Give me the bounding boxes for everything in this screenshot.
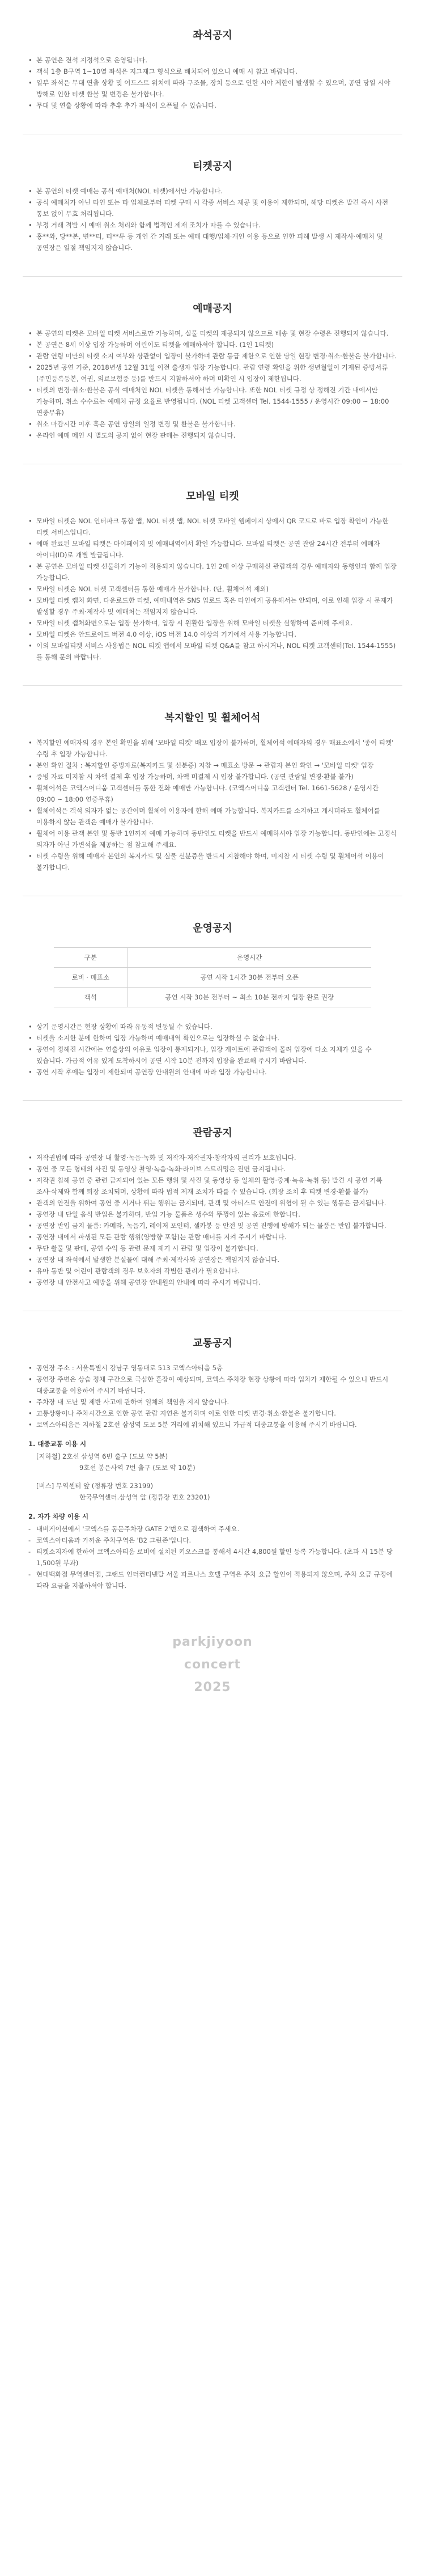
list-item: • 티켓의 변경·취소·환불은 공식 예매처인 NOL 티켓을 통해서만 가능합니다. 또한 NOL 티켓 규정 상 정해진 기간 내에서만 가능하며, 취소 수수료는 예매처 규정 요율로 반영됩니다. (NOL 티켓 고객센터 Tel. 1544-1555 / 운영시간 09:00 ~ 18:00 연중무휴) [28,384,397,418]
car-item: - 현대백화점 무역센터점, 그랜드 인터컨티넨탈 서울 파르나스 호텔 구역은 주차 요금 할인이 적용되지 않으며, 주차 요금 규정에 따라 요금을 지불하셔야 합니다. [28,1569,397,1591]
list-item: • 교통상황이나 주차시간으로 인한 공연 관람 지연은 불가하며 이로 인한 티켓 변경·취소·환불은 불가합니다. [28,1408,397,1419]
mobile-ticket-section [0,488,425,663]
table-cell: 공연 시작 30분 전부터 ~ 최소 10분 전까지 입장 완료 권장 [128,988,371,1007]
list-item: • 휠체어석은 객석 의자가 없는 공간이며 휠체어 이용자에 한해 예매 가능합니다. 복지카드를 소지하고 계시더라도 휠체어를 이용하지 않는 관객은 예매가 불가합니다. [28,805,397,828]
viewing-section [0,1125,425,1288]
public-transport-block [28,1438,397,1591]
list-item: • 공식 예매처가 아닌 타인 또는 타 업체로부터 티켓 구매 시 각종 서비스 제공 및 이용이 제한되며, 해당 티켓은 발견 즉시 사전 통보 없이 무효 처리됩니다. [28,197,397,219]
section-divider [23,276,402,277]
list-item: • 공연장 내에서 파생된 모든 관람 행위(양방향 포함)는 관람 매너를 지켜 주시기 바랍니다. [28,1231,397,1243]
list-item: • 증빙 자료 미지참 시 차액 결제 후 입장 가능하며, 차액 미결제 시 입장 불가합니다. (공연 관람일 변경·환불 불가) [28,771,397,782]
operation-section [0,920,425,1078]
table-header-row [54,948,371,968]
list-item: • 홍**와, 당**본, 변**티, 티**투 등 개인 간 거래 또는 예매 대행/업체·개인 이용 등으로 인한 피해 발생 시 제작사·예매처 및 공연장은 일절 책임지지 않습니다. [28,231,397,253]
list-item: • 저작권 침해 공연 중 관련 금지되어 있는 모든 행위 및 사진 및 동영상 등 일체의 활영·중계·녹음·녹취 등) 발견 시 공연 기록 조사·삭제와 함께 퇴장 조치되며, 상황에 따라 법적 제재 조치가 따를 수 있습니다. (회장 조치 후 티켓 변경·환불 불가) [28,1175,397,1197]
transport-section [0,1335,425,1591]
operation-list [28,1021,397,1078]
section-divider [23,685,402,686]
subway-alt-info: 9호선 봉은사역 7번 출구 (도보 약 10분) [79,1464,196,1472]
list-item: • 모바일 티켓은 NOL 티켓 고객센터를 통한 예매가 불가합니다. (단, 휠체어석 제외) [28,583,397,595]
operation-hours-table [54,947,371,1007]
logo-line: concert [184,1658,241,1672]
discount-title: 복지할인 및 휠체어석 [164,712,261,724]
list-item: • 2025년 공연 기준, 2018년생 12월 31일 이전 출생자 입장 가능합니다. 관람 연령 확인을 위한 생년월일이 기재된 증빙서류(주민등록등본, 여권, 의료보험증 등)를 반드시 지참하셔야 하며 미확인 시 입장이 제한됩니다. [28,362,397,384]
list-item: • 모바일 티켓 캡처화면으로는 입장 불가하며, 입장 시 원활한 입장을 위해 모바일 티켓을 실행하여 준비해 주세요. [28,617,397,629]
car-item: - 코엑스아티움과 가까운 주차구역은 'B2 그린존'입니다. [28,1535,397,1546]
list-item: • 티켓 수령을 위해 예매자 본인의 복지카드 및 실물 신분증을 반드시 지참해야 하며, 미지참 시 티켓 수령 및 휠체어석 이용이 불가합니다. [28,850,397,873]
list-item: • 모바일 티켓 캡처 화면, 다운로드한 티켓, 예매내역은 SNS 업로드 혹은 타인에게 공유해서는 안되며, 이로 인해 입장 시 문제가 발생할 경우 주최·제작사 및 예매처는 책임지지 않습니다. [28,595,397,617]
list-item: • 무대 및 연출 상황에 따라 추후 추가 좌석이 오픈될 수 있습니다. [28,100,397,111]
bus-info: [버스] 무역센터 앞 (정류장 번호 23199) [36,1482,154,1490]
list-item: • 본 공연은 8세 이상 입장 가능하며 어린이도 티켓을 예매하셔야 합니다. (1인 1티켓) [28,339,397,350]
list-item: • 휠체어석은 코액스어디움 고객센터를 통한 전화 예매만 가능합니다. (코엑스어디움 고객센터 Tel. 1661-5628 / 운영시간 09:00 ~ 18:00 연중무휴) [28,782,397,805]
transport-title: 교통공지 [193,1337,232,1349]
list-item: • 관람 연령 미만의 티켓 소지 여부와 상관없이 입장이 불가하며 관람 등급 제한으로 인한 당일 현장 변경·취소·환불은 불가합니다. [28,350,397,362]
logo-line: 2025 [194,1680,231,1694]
concert-logo [0,1631,425,1699]
list-item: • 본 공연은 전석 지정석으로 운영됩니다. [28,54,397,66]
list-item: • 모바일 티켓은 안드로이드 버전 4.0 이상, iOS 버전 14.0 이상의 기기에서 사용 가능합니다. [28,629,397,640]
list-item: • 본 공연은 모바일 티켓 선물하기 기능이 적용되지 않습니다. 1인 2매 이상 구매하신 관람객의 경우 예매자와 동행인과 함께 입장 가능합니다. [28,561,397,583]
seating-section [0,27,425,111]
mobile-ticket-list [28,515,397,663]
list-item: • 코엑스아티움은 지하철 2호선 삼성역 도보 5분 거리에 위치해 있으니 가급적 대중교통을 이용해 주시기 바랍니다. [28,1419,397,1430]
list-item: • 본 공연의 티켓 예매는 공식 예매처(NOL 티켓)에서만 가능합니다. [28,185,397,197]
list-item: • 저작권법에 따라 공연장 내 촬영·녹음·녹화 및 저작자·저작권자·창작자의 권리가 보호됩니다. [28,1152,397,1163]
bus-alt-info: 한국무역센터.삼성역 앞 (정류장 번호 23201) [79,1493,210,1501]
list-item: • 복지할인 예매자의 경우 본인 확인을 위해 '모바일 티켓' 배포 입장이 불가하며, 휠체어석 예매자의 경우 매표소에서 '종이 티켓' 수령 후 입장 가능합니다. [28,737,397,760]
list-item: • 공연장 주변은 상습 정체 구간으로 극심한 혼잡이 예상되며, 코엑스 주차장 현장 상황에 따라 입차가 제한될 수 있으니 반드시 대중교통을 이용하여 주시기 바랍니다. [28,1374,397,1396]
list-item: • 본 공연의 티켓은 모바일 티켓 서비스로만 가능하며, 실물 티켓의 재공되지 않으므로 배송 및 현장 수령은 진행되지 않습니다. [28,328,397,339]
list-item: • 공연장 주소 : 서울특별시 강남구 영동대로 513 코엑스아티움 5층 [28,1362,397,1374]
car-item: - 내비게이션에서 '코엑스를 동문주차장 GATE 2'번으로 검색하여 주세요. [28,1523,397,1535]
list-item: • 온라인 예매 메인 시 별도의 공지 없이 현장 판매는 진행되지 않습니다. [28,430,397,441]
list-item: • 휠체어 이용 관객 본인 및 동반 1인까지 예매 가능하며 동반인도 티켓을 반드시 예매하셔야 입장 가능합니다. 동반인에는 고정식 의자가 아닌 가변석을 제공하는 점 참고해 주세요. [28,828,397,850]
booking-title: 예매공지 [193,303,232,315]
list-item: • 객석 1층 B구역 1~10열 좌석은 지그재그 형식으로 배치되어 있으니 예매 시 참고 바랍니다. [28,66,397,77]
ticket-section [0,158,425,253]
booking-list [28,328,397,441]
table-cell: 로비 · 매표소 [54,968,128,988]
table-header-cell: 운영시간 [128,948,371,968]
seating-title: 좌석공지 [193,29,232,41]
ticket-list [28,185,397,253]
list-item: • 상기 운영시간은 현장 상황에 따라 유동적 변동될 수 있습니다. [28,1021,397,1032]
list-item: • 취소 마감시간 이후 혹은 공연 당일의 일정 변경 및 환불은 불가합니다. [28,418,397,430]
list-item: • 공연 중 모든 형태의 사진 및 동영상 촬영·녹음·녹화·라이브 스트리밍은 전면 금지됩니다. [28,1163,397,1175]
list-item: • 관객의 안전을 위하여 공연 중 서거나 뛰는 행위는 금지되며, 관객 및 아티스트 안전에 위협이 될 수 있는 행동은 금지됩니다. [28,1197,397,1209]
booking-section [0,300,425,441]
discount-list [28,737,397,873]
subway-info: [지하철] 2호선 삼성역 6번 출구 (도보 약 5분) [36,1452,168,1460]
public-transport-heading: 1. 대중교통 이용 시 [28,1440,87,1448]
car-item: - 티켓소지자에 한하여 코엑스아티움 로비에 설치된 키오스크를 통해서 4시간 4,800원 할인 등록 가능합니다. (초과 시 15분 당 1,500원 부과) [28,1546,397,1569]
car-heading: 2. 자가 차량 이용 시 [28,1512,89,1520]
operation-title: 운영공지 [193,922,232,934]
section-divider [23,1100,402,1101]
discount-section [0,710,425,873]
viewing-list [28,1152,397,1288]
viewing-title: 관람공지 [193,1127,232,1139]
list-item: • 본인 확인 절차 : 복지할인 증빙자료(복지카드 및 신분증) 지참 → 매표소 방문 → 관람자 본인 확인 → '모바일 티켓' 입장 [28,760,397,771]
table-cell: 객석 [54,988,128,1007]
list-item: • 모바일 티켓은 NOL 인터파크 통합 앱, NOL 티켓 앱, NOL 티켓 모바일 웹페이지 상에서 QR 코드로 바로 입장 확인이 가능한 티켓 서비스입니다. [28,515,397,538]
list-item: • 일부 좌석은 무대 연출 상황 및 어드스트 위치에 따라 구조물, 장치 등으로 인한 시야 제한이 발생할 수 있으며, 공연 당일 시야 방해로 인한 티켓 환불 및 변경은 불가합니다. [28,77,397,100]
list-item: • 부정 거래 적발 시 예매 취소 처리와 함께 법적인 제재 조치가 따를 수 있습니다. [28,219,397,231]
list-item: • 주차장 내 도난 및 제반 사고에 관하여 일체의 책임을 지지 않습니다. [28,1396,397,1408]
list-item: • 유아 동반 및 어린이 관람객의 경우 보호자의 각별한 관리가 필요합니다. [28,1265,397,1277]
list-item: • 티켓을 소지한 분에 한하여 입장 가능하며 예매내역 확인으로는 입장하실 수 없습니다. [28,1032,397,1044]
table-row [54,988,371,1007]
list-item: • 공연장 내 좌석에서 발생한 분실물에 대해 주최·제작사와 공연장은 책임지지 않습니다. [28,1254,397,1265]
table-cell: 공연 시작 1시간 30분 전부터 오픈 [128,968,371,988]
table-row [54,968,371,988]
list-item: • 공연장 내 단일 음식 반입은 불가하며, 반입 가능 물품은 생수와 뚜껑이 있는 음료에 한합니다. [28,1209,397,1220]
ticket-title: 티켓공지 [193,160,232,172]
list-item: • 공연 시작 후에는 입장이 제한되며 공연장 안내원의 안내에 따라 입장 가능합니다. [28,1066,397,1078]
table-header-cell: 구분 [54,948,128,968]
list-item: • 예매 완료된 모바일 티켓은 마이페이지 및 예매내역에서 확인 가능합니다. 모바일 티켓은 공연 관람 24시간 전부터 예매자 아이디(ID)로 개별 발급됩니다. [28,538,397,561]
seating-list [28,54,397,111]
list-item: • 공연이 정해진 시간에는 연출상의 이유로 입장이 통제되거나, 입장 게이트에 관람객이 몰려 입장에 다소 지체가 있을 수 있습니다. 가급적 여유 있게 도착하시어 공연 시작 10분 전까지 입장을 완료해 주시기 바랍니다. [28,1044,397,1066]
list-item: • 무단 촬물 및 판매, 공연 수익 등 관련 문제 제기 시 관람 및 입장이 불가합니다. [28,1243,397,1254]
logo-line: parkjiyoon [172,1635,253,1649]
list-item: • 공연장 반입 금지 물품: 카메라, 녹음기, 레이저 포인터, 셀카봉 등 안전 및 공연 진행에 방해가 되는 물품은 반입 불가합니다. [28,1220,397,1231]
mobile-ticket-title: 모바일 티켓 [186,490,239,502]
list-item: • 이외 모바일티켓 서비스 사용법은 NOL 티켓 앱에서 모바일 티켓 Q&A를 참고 하시거나, NOL 티켓 고객센터(Tel. 1544-1555)를 통해 문의 바랍니다. [28,640,397,663]
transport-list [28,1362,397,1430]
list-item: • 공연장 내 안전사고 예방을 위해 공연장 안내원의 안내에 따라 주시기 바랍니다. [28,1277,397,1288]
